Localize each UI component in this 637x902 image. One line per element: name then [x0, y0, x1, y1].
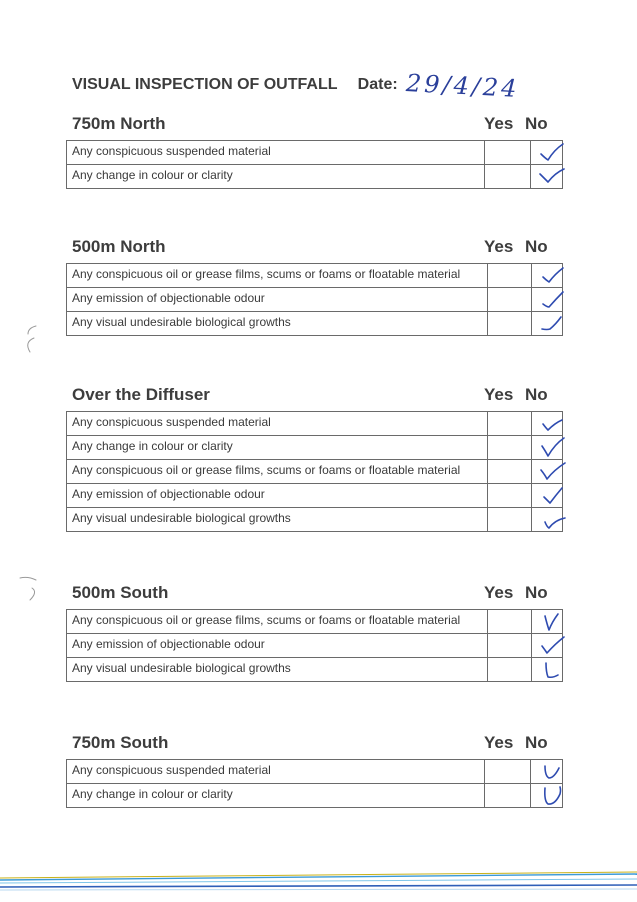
no-checkbox-cell[interactable] [530, 784, 562, 808]
tick-icon [537, 141, 565, 165]
tick-icon [538, 312, 566, 336]
question-text: Any change in colour or clarity [67, 165, 485, 189]
tick-icon [538, 634, 566, 658]
table-row [67, 784, 563, 808]
table-row [67, 460, 563, 484]
yes-checkbox-cell[interactable] [487, 508, 531, 532]
table-row [67, 508, 563, 532]
yes-checkbox-cell[interactable] [487, 312, 531, 336]
handwritten-date: 29/4/24 [405, 69, 521, 103]
no-checkbox-cell[interactable] [531, 508, 562, 532]
yes-column-header: Yes [484, 237, 514, 256]
checklist-table [66, 609, 563, 682]
no-checkbox-cell[interactable] [531, 288, 562, 312]
question-text: Any conspicuous oil or grease films, scums or foams or floatable material [67, 460, 488, 484]
question-text: Any emission of objectionable odour [67, 634, 488, 658]
yes-checkbox-cell[interactable] [485, 141, 530, 165]
table-row [67, 610, 563, 634]
yes-checkbox-cell[interactable] [487, 436, 531, 460]
table-row [67, 412, 563, 436]
tick-icon [538, 436, 566, 460]
no-column-header: No [525, 733, 548, 752]
yes-checkbox-cell[interactable] [487, 658, 531, 682]
checklist-table [66, 411, 563, 532]
table-row [67, 658, 563, 682]
no-column-header: No [525, 114, 548, 133]
yes-checkbox-cell[interactable] [487, 288, 531, 312]
question-text: Any emission of objectionable odour [67, 288, 488, 312]
table-row [67, 264, 563, 288]
no-checkbox-cell[interactable] [531, 264, 562, 288]
yes-checkbox-cell[interactable] [485, 760, 530, 784]
yes-checkbox-cell[interactable] [487, 484, 531, 508]
question-text: Any change in colour or clarity [67, 784, 485, 808]
yes-column-header: Yes [484, 583, 514, 602]
table-row [67, 634, 563, 658]
question-text: Any conspicuous suspended material [67, 760, 485, 784]
tick-icon [538, 460, 566, 484]
table-row [67, 165, 563, 189]
question-text: Any visual undesirable biological growths [67, 658, 488, 682]
margin-scribble-icon [14, 572, 42, 604]
checklist-table [66, 759, 563, 808]
tick-icon [537, 784, 565, 808]
date-label: Date: [357, 76, 398, 93]
yes-column-header: Yes [484, 385, 514, 404]
no-column-header: No [525, 237, 548, 256]
yes-column-header: Yes [484, 733, 514, 752]
yes-checkbox-cell[interactable] [487, 634, 531, 658]
no-checkbox-cell[interactable] [530, 141, 562, 165]
table-row [67, 141, 563, 165]
table-row [67, 436, 563, 460]
margin-scribble-icon [20, 322, 44, 356]
question-text: Any change in colour or clarity [67, 436, 488, 460]
tick-icon [538, 412, 566, 436]
form-title: VISUAL INSPECTION OF OUTFALL [72, 76, 338, 93]
tick-icon [538, 484, 566, 508]
section-title: 500m North [72, 237, 166, 256]
table-row [67, 288, 563, 312]
question-text: Any conspicuous suspended material [67, 141, 485, 165]
no-checkbox-cell[interactable] [531, 312, 562, 336]
yes-checkbox-cell[interactable] [487, 412, 531, 436]
tick-icon [538, 264, 566, 288]
section-title: Over the Diffuser [72, 385, 210, 404]
question-text: Any emission of objectionable odour [67, 484, 488, 508]
tick-icon [537, 760, 565, 784]
no-checkbox-cell[interactable] [531, 412, 562, 436]
section-title: 750m North [72, 114, 166, 133]
yes-checkbox-cell[interactable] [485, 165, 530, 189]
tick-icon [538, 508, 566, 532]
tick-icon [537, 165, 565, 189]
no-checkbox-cell[interactable] [530, 760, 562, 784]
no-checkbox-cell[interactable] [531, 436, 562, 460]
tick-icon [538, 658, 566, 682]
section-title: 500m South [72, 583, 169, 602]
section-title: 750m South [72, 733, 169, 752]
no-checkbox-cell[interactable] [531, 484, 562, 508]
no-checkbox-cell[interactable] [531, 634, 562, 658]
yes-checkbox-cell[interactable] [487, 460, 531, 484]
question-text: Any conspicuous oil or grease films, scums or foams or floatable material [67, 264, 488, 288]
question-text: Any conspicuous oil or grease films, scums or foams or floatable material [67, 610, 488, 634]
question-text: Any visual undesirable biological growths [67, 508, 488, 532]
no-column-header: No [525, 583, 548, 602]
no-checkbox-cell[interactable] [531, 610, 562, 634]
question-text: Any visual undesirable biological growths [67, 312, 488, 336]
yes-checkbox-cell[interactable] [487, 264, 531, 288]
table-row [67, 484, 563, 508]
yes-checkbox-cell[interactable] [487, 610, 531, 634]
no-checkbox-cell[interactable] [531, 658, 562, 682]
table-row [67, 312, 563, 336]
tick-icon [538, 288, 566, 312]
checklist-table [66, 263, 563, 336]
yes-column-header: Yes [484, 114, 514, 133]
no-checkbox-cell[interactable] [531, 460, 562, 484]
page-title [72, 76, 398, 94]
no-checkbox-cell[interactable] [530, 165, 562, 189]
tick-icon [538, 610, 566, 634]
yes-checkbox-cell[interactable] [485, 784, 530, 808]
checklist-table [66, 140, 563, 189]
scan-edge-lines [0, 868, 637, 898]
no-column-header: No [525, 385, 548, 404]
question-text: Any conspicuous suspended material [67, 412, 488, 436]
table-row [67, 760, 563, 784]
